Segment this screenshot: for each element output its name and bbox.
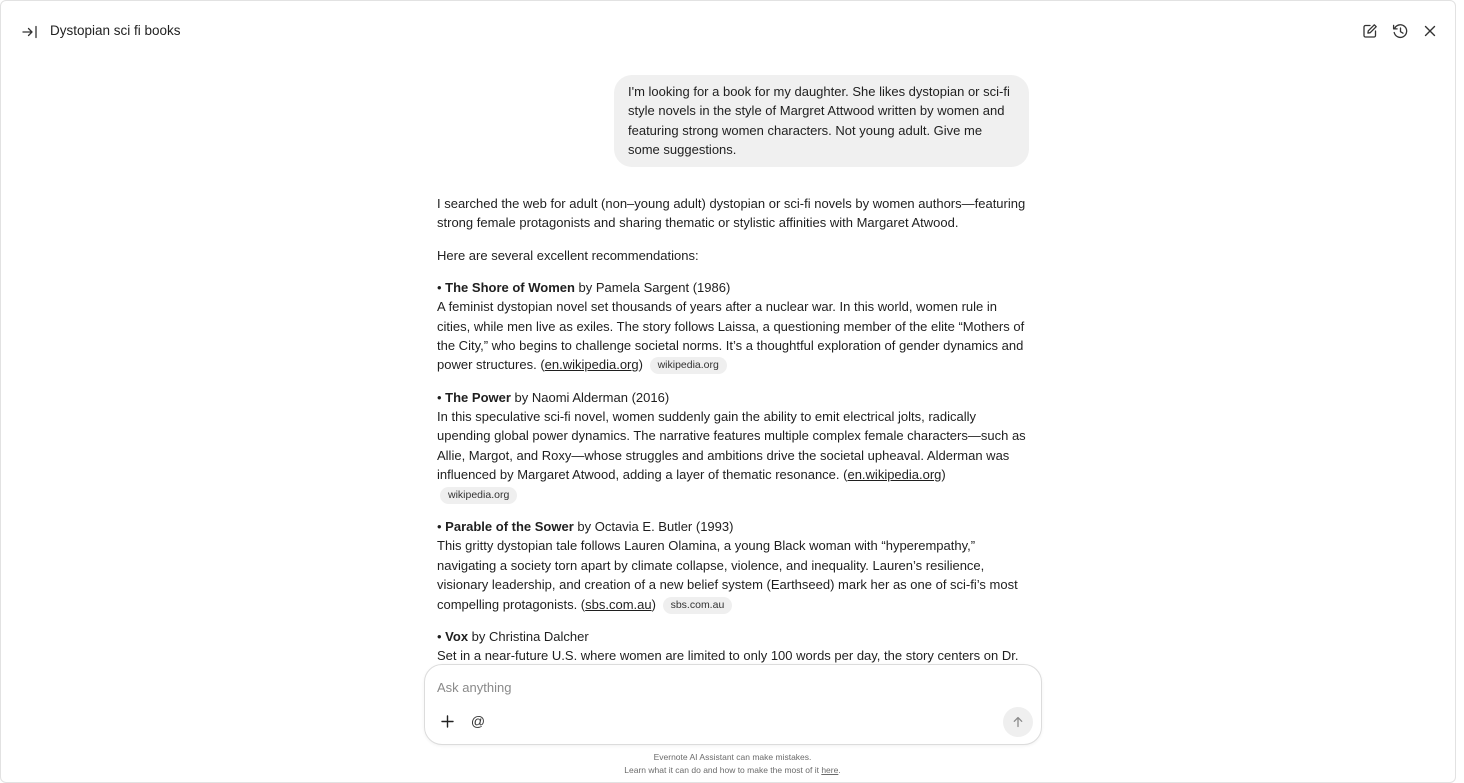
new-chat-button[interactable] (1359, 19, 1381, 43)
source-link[interactable]: en.wikipedia.org (544, 357, 639, 373)
book-byline: by Christina Dalcher (468, 628, 589, 644)
answer-intro: I searched the web for adult (non–young adult) dystopian or sci-fi novels by women authors—featuring strong female protagonists and sharing thematic or stylistic affinities with Margaret Atwood. (437, 196, 1026, 231)
source-link[interactable]: en.wikipedia.org (847, 467, 942, 483)
edit-icon (1362, 23, 1378, 39)
user-message-bubble: I'm looking for a book for my daughter. She likes dystopian or sci-fi style novels in the style of Margret Attwood written by women and featuring strong women characters. Not young adult. Give me some suggestions. (614, 75, 1029, 167)
conversation-title: Dystopian sci fi books (50, 23, 181, 38)
panel-header (1, 1, 1455, 61)
history-icon (1392, 23, 1409, 40)
learn-more-line (1, 764, 1464, 777)
book-byline: by Naomi Alderman (2016) (510, 389, 670, 405)
source-chip[interactable]: wikipedia.org (650, 357, 727, 374)
conversation-thread[interactable] (437, 73, 1029, 663)
book-entry (437, 517, 1029, 614)
add-attachment-button[interactable] (436, 710, 458, 732)
ask-input[interactable] (437, 677, 997, 697)
bullet: • (437, 279, 446, 295)
close-icon (1423, 24, 1437, 38)
source-chip[interactable]: wikipedia.org (440, 487, 517, 504)
book-description: This gritty dystopian tale follows Lauren Olamina, a young Black woman with “hyperempathy,” navigating a society torn apart by climate collapse, violence, and inequality. Lauren’s resilience, visionary leadership, and creation of a new belief system (Earthseed) mark her as one of sci-fi’s most compelling protagonists. ( (437, 538, 1018, 612)
at-sign-icon: @ (470, 713, 486, 729)
source-chip[interactable]: sbs.com.au (663, 597, 733, 614)
book-byline: by Octavia E. Butler (1993) (573, 518, 734, 534)
learn-more-suffix: . (838, 764, 841, 775)
header-actions (1359, 19, 1441, 43)
book-heading (437, 390, 669, 405)
book-entry (437, 388, 1029, 504)
book-heading (437, 519, 733, 534)
link-close-paren: ) (638, 357, 643, 373)
here-link[interactable]: here (821, 764, 839, 775)
disclaimer-footer (1, 751, 1464, 776)
message-composer (424, 664, 1042, 745)
book-title: The Power (445, 389, 511, 405)
book-title: The Shore of Women (445, 279, 575, 295)
plus-icon (441, 715, 454, 728)
book-heading (437, 629, 589, 644)
assistant-answer (437, 194, 1029, 698)
bullet: • (437, 628, 446, 644)
collapse-panel-button[interactable] (19, 21, 41, 43)
book-description: In this speculative sci-fi novel, women suddenly gain the ability to emit electrical jolts, radically upending global power dynamics. The narrative features multiple complex female characters—such as Allie, Margot, and Roxy—whose struggles and ambitions drive the societal upheaval. Alderman was influenced by Margaret Atwood, adding a layer of thematic resonance. ( (437, 409, 1026, 483)
send-arrow-up-icon (1012, 716, 1024, 728)
send-button[interactable] (1003, 707, 1033, 737)
book-title: Vox (445, 628, 469, 644)
book-description: A feminist dystopian novel set thousands of years after a nuclear war. In this world, women rule in cities, while men live as exiles. The story follows Laissa, a questioning member of the elite “Mothers of the City,” who begins to challenge societal norms. It’s a thoughtful exploration of gender dynamics and power structures. ( (437, 299, 1025, 373)
learn-more-text: Learn what it can do and how to make the most of it (624, 764, 822, 775)
bullet: • (437, 518, 446, 534)
link-close-paren: ) (651, 596, 656, 612)
book-title: Parable of the Sower (445, 518, 574, 534)
answer-lead: Here are several excellent recommendations: (437, 247, 699, 263)
disclaimer-line: Evernote AI Assistant can make mistakes. (653, 752, 812, 762)
history-button[interactable] (1389, 19, 1411, 43)
book-entry (437, 278, 1029, 375)
collapse-panel-icon (22, 25, 38, 39)
link-close-paren: ) (941, 467, 946, 483)
close-button[interactable] (1419, 19, 1441, 43)
book-description: Set in a near-future U.S. where women are limited to only 100 words per day, the story centers on Dr. (437, 648, 1019, 664)
book-heading (437, 280, 730, 295)
book-byline: by Pamela Sargent (1986) (574, 279, 731, 295)
bullet: • (437, 389, 446, 405)
mention-button[interactable] (467, 710, 489, 732)
source-link[interactable]: sbs.com.au (585, 596, 652, 612)
